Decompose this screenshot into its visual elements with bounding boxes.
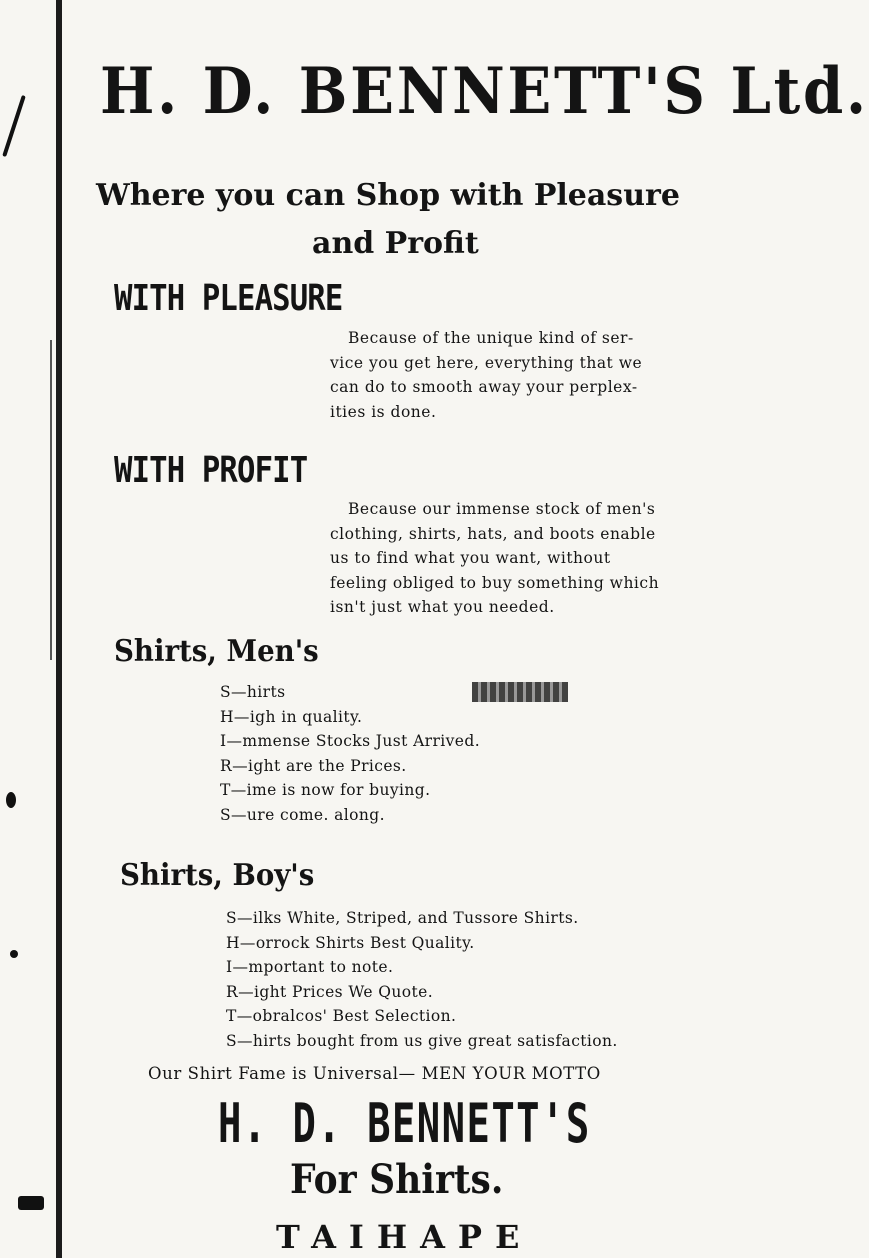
footer-tagline: For Shirts. (290, 1156, 504, 1203)
pleasure-heading: WITH PLEASURE (114, 278, 343, 319)
slogan-line-1: Where you can Shop with Pleasure (96, 178, 680, 213)
list-item: T—obralcos' Best Selection. (226, 1007, 457, 1025)
paragraph-line: isn't just what you needed. (330, 598, 555, 616)
shirts-men-heading: Shirts, Men's (114, 634, 319, 669)
paragraph-line: clothing, shirts, hats, and boots enable (330, 524, 656, 543)
pleasure-paragraph (330, 326, 674, 424)
motto-line: Our Shirt Fame is Universal— MEN YOUR MOTTO (148, 1064, 601, 1083)
list-item: I—mportant to note. (226, 958, 394, 976)
shirts-boys-heading: Shirts, Boy's (120, 858, 315, 893)
paragraph-line: vice you get here, everything that we (330, 353, 643, 372)
paragraph-line: feeling obliged to buy something which (330, 573, 660, 592)
shirts-men-list (220, 680, 480, 827)
list-item: H—igh in quality. (220, 707, 363, 726)
list-item: R—ight are the Prices. (220, 756, 407, 775)
list-item: S—hirts bought from us give great satisfaction. (226, 1031, 618, 1050)
store-title: H. D. BENNETT'S Ltd. (100, 54, 869, 129)
ink-speck (10, 950, 18, 958)
profit-paragraph (330, 497, 674, 620)
list-item: T—ime is now for buying. (220, 781, 431, 799)
column-rule-secondary (50, 340, 52, 660)
paragraph-line: us to find what you want, without (330, 549, 611, 567)
list-item: S—hirts (220, 683, 286, 701)
list-item: S—ure come. along. (220, 805, 385, 824)
ink-speck (18, 1196, 44, 1210)
list-item: R—ight Prices We Quote. (226, 982, 434, 1001)
footer-store-name: H. D. BENNETT'S (218, 1092, 591, 1155)
list-item: H—orrock Shirts Best Quality. (226, 933, 475, 952)
print-smudge (472, 682, 568, 702)
paragraph-line: ities is done. (330, 402, 437, 421)
paragraph-line: Because our immense stock of men's (348, 500, 656, 518)
paragraph-line: Because of the unique kind of ser- (348, 329, 634, 347)
ink-speck (2, 95, 26, 157)
list-item: I—mmense Stocks Just Arrived. (220, 732, 481, 750)
list-item: S—ilks White, Striped, and Tussore Shirts. (226, 909, 579, 927)
footer-town: TAIHAPE (276, 1218, 533, 1256)
column-rule (56, 0, 62, 1258)
paragraph-line: can do to smooth away your perplex- (330, 378, 638, 396)
shirts-boys-list (226, 906, 618, 1053)
slogan-line-2: and Profit (312, 226, 479, 261)
profit-heading: WITH PROFIT (114, 450, 308, 491)
ink-speck (6, 792, 16, 808)
